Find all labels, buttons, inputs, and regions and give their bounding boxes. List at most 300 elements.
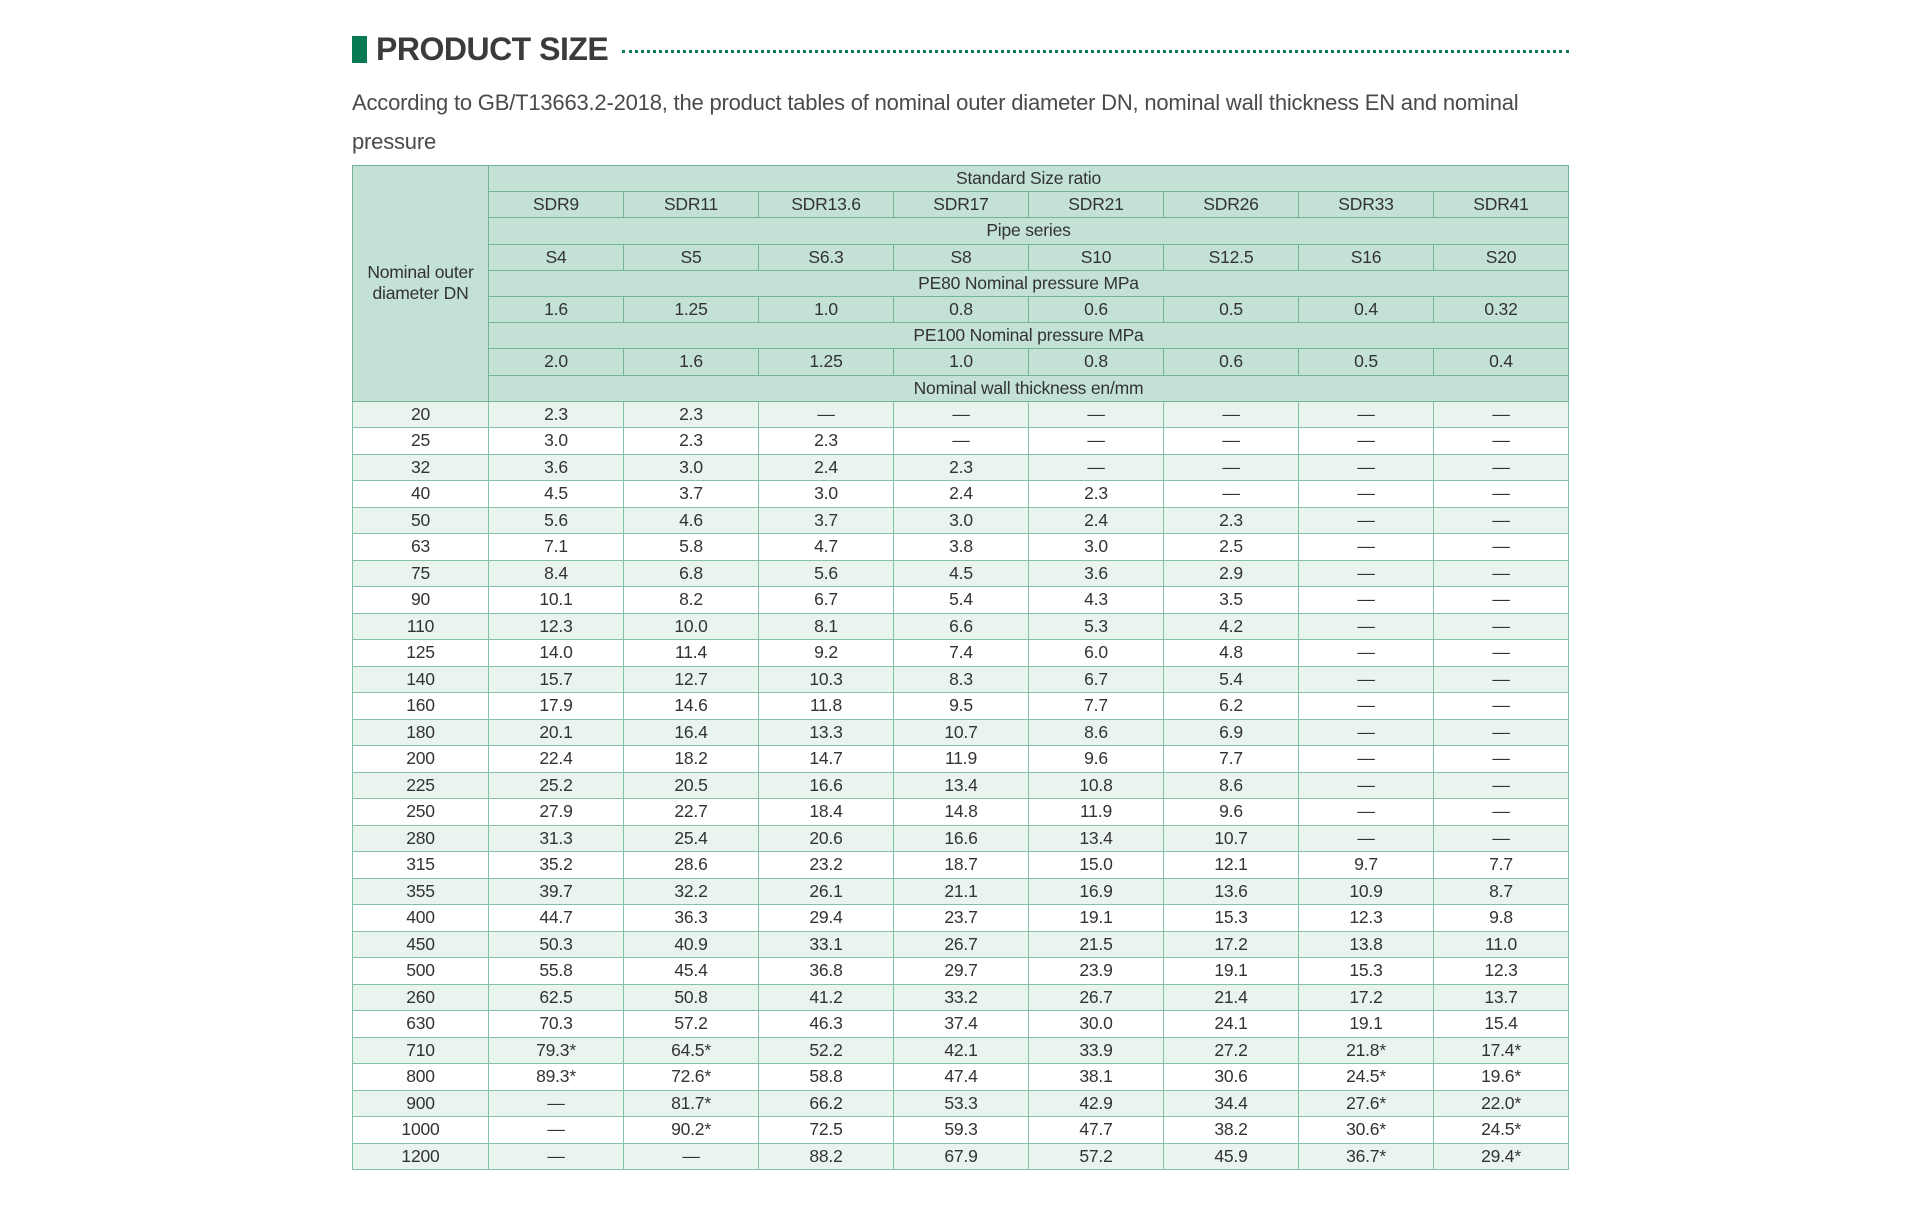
value-cell: 42.9 xyxy=(1029,1090,1164,1117)
value-cell: 2.3 xyxy=(759,428,894,455)
value-cell: 18.7 xyxy=(894,852,1029,879)
dn-cell: 710 xyxy=(353,1037,489,1064)
value-cell: 10.3 xyxy=(759,666,894,693)
table-row xyxy=(353,1011,1569,1038)
value-cell: 12.3 xyxy=(1434,958,1569,985)
value-cell: 4.2 xyxy=(1164,613,1299,640)
value-cell: 30.0 xyxy=(1029,1011,1164,1038)
value-cell: 6.0 xyxy=(1029,640,1164,667)
pe100-value-cell: 0.5 xyxy=(1299,349,1434,375)
page-content xyxy=(352,30,1569,1166)
value-cell: — xyxy=(1434,587,1569,614)
value-cell: 4.6 xyxy=(624,507,759,534)
value-cell: 3.7 xyxy=(759,507,894,534)
value-cell: 36.3 xyxy=(624,905,759,932)
value-cell: 25.2 xyxy=(489,772,624,799)
value-cell: 8.4 xyxy=(489,560,624,587)
pipe-series-cell: S20 xyxy=(1434,244,1569,270)
value-cell: 16.4 xyxy=(624,719,759,746)
value-cell: 6.9 xyxy=(1164,719,1299,746)
sdr-header-cell: SDR26 xyxy=(1164,192,1299,218)
value-cell: 11.9 xyxy=(1029,799,1164,826)
header-row-pipe-series xyxy=(353,244,1569,270)
value-cell: 20.6 xyxy=(759,825,894,852)
value-cell: 24.5* xyxy=(1299,1064,1434,1091)
dn-cell: 32 xyxy=(353,454,489,481)
value-cell: — xyxy=(489,1117,624,1144)
value-cell: 10.1 xyxy=(489,587,624,614)
value-cell: 3.0 xyxy=(894,507,1029,534)
value-cell: 55.8 xyxy=(489,958,624,985)
sdr-header-cell: SDR17 xyxy=(894,192,1029,218)
value-cell: 27.2 xyxy=(1164,1037,1299,1064)
table-row xyxy=(353,746,1569,773)
value-cell: 72.5 xyxy=(759,1117,894,1144)
value-cell: 7.7 xyxy=(1029,693,1164,720)
value-cell: 17.9 xyxy=(489,693,624,720)
pe100-value-cell: 1.25 xyxy=(759,349,894,375)
dn-cell: 125 xyxy=(353,640,489,667)
value-cell: — xyxy=(1299,587,1434,614)
value-cell: — xyxy=(1299,825,1434,852)
dn-cell: 400 xyxy=(353,905,489,932)
value-cell: 13.8 xyxy=(1299,931,1434,958)
value-cell: — xyxy=(1434,428,1569,455)
value-cell: 64.5* xyxy=(624,1037,759,1064)
pe100-value-cell: 0.4 xyxy=(1434,349,1569,375)
value-cell: 2.4 xyxy=(759,454,894,481)
dn-cell: 630 xyxy=(353,1011,489,1038)
value-cell: 2.3 xyxy=(624,428,759,455)
value-cell: 16.9 xyxy=(1029,878,1164,905)
table-header xyxy=(353,166,1569,402)
pipe-series-cell: S16 xyxy=(1299,244,1434,270)
value-cell: 19.1 xyxy=(1299,1011,1434,1038)
row-header-label: Nominal outer diameter DN xyxy=(353,166,489,402)
value-cell: — xyxy=(1434,666,1569,693)
dn-cell: 315 xyxy=(353,852,489,879)
value-cell: 13.7 xyxy=(1434,984,1569,1011)
header-row-standard-size-ratio xyxy=(353,166,1569,192)
value-cell: — xyxy=(1299,481,1434,508)
value-cell: 6.2 xyxy=(1164,693,1299,720)
dn-cell: 260 xyxy=(353,984,489,1011)
value-cell: 3.0 xyxy=(489,428,624,455)
value-cell: 21.8* xyxy=(1299,1037,1434,1064)
value-cell: 13.4 xyxy=(894,772,1029,799)
value-cell: — xyxy=(1434,772,1569,799)
value-cell: 59.3 xyxy=(894,1117,1029,1144)
title-accent-block xyxy=(352,36,367,63)
value-cell: — xyxy=(894,401,1029,428)
product-size-table xyxy=(352,165,1569,1170)
pe100-value-cell: 1.6 xyxy=(624,349,759,375)
value-cell: — xyxy=(1299,401,1434,428)
value-cell: 17.2 xyxy=(1299,984,1434,1011)
value-cell: 2.4 xyxy=(1029,507,1164,534)
value-cell: 29.4* xyxy=(1434,1143,1569,1170)
value-cell: 89.3* xyxy=(489,1064,624,1091)
table-row xyxy=(353,1037,1569,1064)
table-row xyxy=(353,587,1569,614)
value-cell: 29.4 xyxy=(759,905,894,932)
value-cell: 18.4 xyxy=(759,799,894,826)
value-cell: 30.6* xyxy=(1299,1117,1434,1144)
value-cell: 20.5 xyxy=(624,772,759,799)
value-cell: 12.3 xyxy=(489,613,624,640)
value-cell: 81.7* xyxy=(624,1090,759,1117)
value-cell: 2.3 xyxy=(624,401,759,428)
value-cell: 20.1 xyxy=(489,719,624,746)
dn-cell: 900 xyxy=(353,1090,489,1117)
value-cell: 26.7 xyxy=(1029,984,1164,1011)
value-cell: — xyxy=(1299,666,1434,693)
table-row xyxy=(353,534,1569,561)
value-cell: 33.1 xyxy=(759,931,894,958)
value-cell: — xyxy=(1299,746,1434,773)
value-cell: 8.2 xyxy=(624,587,759,614)
value-cell: 26.1 xyxy=(759,878,894,905)
value-cell: 8.3 xyxy=(894,666,1029,693)
value-cell: 27.9 xyxy=(489,799,624,826)
value-cell: — xyxy=(1164,454,1299,481)
value-cell: 21.4 xyxy=(1164,984,1299,1011)
value-cell: — xyxy=(1299,799,1434,826)
value-cell: 7.1 xyxy=(489,534,624,561)
value-cell: 23.7 xyxy=(894,905,1029,932)
value-cell: 3.6 xyxy=(489,454,624,481)
value-cell: 9.6 xyxy=(1029,746,1164,773)
table-row xyxy=(353,1117,1569,1144)
pe80-value-cell: 0.5 xyxy=(1164,296,1299,322)
table-row xyxy=(353,693,1569,720)
value-cell: 42.1 xyxy=(894,1037,1029,1064)
dn-cell: 200 xyxy=(353,746,489,773)
header-row-wall-thickness-band xyxy=(353,375,1569,401)
value-cell: 41.2 xyxy=(759,984,894,1011)
dn-cell: 40 xyxy=(353,481,489,508)
value-cell: 10.7 xyxy=(894,719,1029,746)
table-row xyxy=(353,852,1569,879)
value-cell: — xyxy=(894,428,1029,455)
table-body xyxy=(353,401,1569,1170)
value-cell: 14.7 xyxy=(759,746,894,773)
value-cell: 37.4 xyxy=(894,1011,1029,1038)
dn-cell: 800 xyxy=(353,1064,489,1091)
value-cell: 5.4 xyxy=(1164,666,1299,693)
value-cell: 46.3 xyxy=(759,1011,894,1038)
pipe-series-cell: S5 xyxy=(624,244,759,270)
value-cell: 29.7 xyxy=(894,958,1029,985)
header-row-pipe-series-band xyxy=(353,218,1569,244)
value-cell: 10.7 xyxy=(1164,825,1299,852)
pe80-value-cell: 1.0 xyxy=(759,296,894,322)
dn-cell: 280 xyxy=(353,825,489,852)
value-cell: — xyxy=(1299,534,1434,561)
dotted-leader-line xyxy=(622,39,1569,53)
header-row-sdr xyxy=(353,192,1569,218)
value-cell: 23.9 xyxy=(1029,958,1164,985)
table-row xyxy=(353,428,1569,455)
value-cell: — xyxy=(1299,772,1434,799)
value-cell: 24.5* xyxy=(1434,1117,1569,1144)
table-row xyxy=(353,1143,1569,1170)
value-cell: — xyxy=(759,401,894,428)
value-cell: — xyxy=(1299,428,1434,455)
value-cell: 11.8 xyxy=(759,693,894,720)
value-cell: — xyxy=(1164,401,1299,428)
value-cell: 44.7 xyxy=(489,905,624,932)
value-cell: 11.9 xyxy=(894,746,1029,773)
intro-line-1: According to GB/T13663.2-2018, the product tables of nominal outer diameter DN, nominal wall thickness EN and nominal pressure xyxy=(352,90,1519,154)
value-cell: 14.6 xyxy=(624,693,759,720)
value-cell: — xyxy=(1299,719,1434,746)
value-cell: 3.5 xyxy=(1164,587,1299,614)
value-cell: 2.5 xyxy=(1164,534,1299,561)
dn-cell: 63 xyxy=(353,534,489,561)
value-cell: 26.7 xyxy=(894,931,1029,958)
value-cell: 18.2 xyxy=(624,746,759,773)
table-row xyxy=(353,1064,1569,1091)
value-cell: 4.7 xyxy=(759,534,894,561)
value-cell: — xyxy=(1434,613,1569,640)
table-row xyxy=(353,931,1569,958)
value-cell: 12.3 xyxy=(1299,905,1434,932)
value-cell: — xyxy=(1434,640,1569,667)
sdr-header-cell: SDR33 xyxy=(1299,192,1434,218)
value-cell: 22.4 xyxy=(489,746,624,773)
value-cell: 57.2 xyxy=(624,1011,759,1038)
value-cell: — xyxy=(1299,693,1434,720)
band-standard-size-ratio: Standard Size ratio xyxy=(489,166,1569,192)
dn-cell: 25 xyxy=(353,428,489,455)
value-cell: 90.2* xyxy=(624,1117,759,1144)
value-cell: 2.3 xyxy=(1029,481,1164,508)
value-cell: 12.1 xyxy=(1164,852,1299,879)
header-row-pe80-values xyxy=(353,296,1569,322)
value-cell: 10.0 xyxy=(624,613,759,640)
value-cell: 7.4 xyxy=(894,640,1029,667)
dn-cell: 1200 xyxy=(353,1143,489,1170)
value-cell: 70.3 xyxy=(489,1011,624,1038)
value-cell: 5.3 xyxy=(1029,613,1164,640)
value-cell: — xyxy=(1434,560,1569,587)
pipe-series-cell: S4 xyxy=(489,244,624,270)
value-cell: 8.7 xyxy=(1434,878,1569,905)
value-cell: 9.6 xyxy=(1164,799,1299,826)
pe100-value-cell: 0.6 xyxy=(1164,349,1299,375)
value-cell: 58.8 xyxy=(759,1064,894,1091)
value-cell: 15.3 xyxy=(1164,905,1299,932)
value-cell: 33.9 xyxy=(1029,1037,1164,1064)
value-cell: 16.6 xyxy=(759,772,894,799)
value-cell: — xyxy=(1299,640,1434,667)
table-row xyxy=(353,958,1569,985)
table-row xyxy=(353,905,1569,932)
value-cell: — xyxy=(1299,560,1434,587)
value-cell: 5.6 xyxy=(759,560,894,587)
dn-cell: 140 xyxy=(353,666,489,693)
pe100-value-cell: 2.0 xyxy=(489,349,624,375)
dn-cell: 50 xyxy=(353,507,489,534)
pe80-value-cell: 0.32 xyxy=(1434,296,1569,322)
value-cell: — xyxy=(489,1090,624,1117)
header-row-pe100-values xyxy=(353,349,1569,375)
table-row xyxy=(353,666,1569,693)
band-pipe-series: Pipe series xyxy=(489,218,1569,244)
value-cell: 3.0 xyxy=(624,454,759,481)
value-cell: — xyxy=(1299,454,1434,481)
value-cell: 36.8 xyxy=(759,958,894,985)
value-cell: 40.9 xyxy=(624,931,759,958)
value-cell: 39.7 xyxy=(489,878,624,905)
value-cell: 21.5 xyxy=(1029,931,1164,958)
page-title: PRODUCT SIZE xyxy=(376,30,609,67)
value-cell: 5.6 xyxy=(489,507,624,534)
dn-cell: 90 xyxy=(353,587,489,614)
dn-cell: 180 xyxy=(353,719,489,746)
sdr-header-cell: SDR21 xyxy=(1029,192,1164,218)
pe100-value-cell: 0.8 xyxy=(1029,349,1164,375)
value-cell: 17.4* xyxy=(1434,1037,1569,1064)
value-cell: 21.1 xyxy=(894,878,1029,905)
value-cell: 19.1 xyxy=(1029,905,1164,932)
pe80-value-cell: 0.8 xyxy=(894,296,1029,322)
value-cell: 2.9 xyxy=(1164,560,1299,587)
value-cell: 10.9 xyxy=(1299,878,1434,905)
table-row xyxy=(353,772,1569,799)
value-cell: 19.1 xyxy=(1164,958,1299,985)
value-cell: 4.5 xyxy=(894,560,1029,587)
value-cell: 13.4 xyxy=(1029,825,1164,852)
sdr-header-cell: SDR13.6 xyxy=(759,192,894,218)
header-row-pe80-band xyxy=(353,270,1569,296)
table-row xyxy=(353,640,1569,667)
value-cell: 52.2 xyxy=(759,1037,894,1064)
value-cell: 24.1 xyxy=(1164,1011,1299,1038)
pipe-series-cell: S12.5 xyxy=(1164,244,1299,270)
pe100-value-cell: 1.0 xyxy=(894,349,1029,375)
value-cell: 3.8 xyxy=(894,534,1029,561)
value-cell: — xyxy=(1029,428,1164,455)
table-row xyxy=(353,401,1569,428)
table-row xyxy=(353,799,1569,826)
value-cell: 50.8 xyxy=(624,984,759,1011)
dn-cell: 355 xyxy=(353,878,489,905)
value-cell: 47.7 xyxy=(1029,1117,1164,1144)
value-cell: 7.7 xyxy=(1434,852,1569,879)
value-cell: 15.7 xyxy=(489,666,624,693)
value-cell: 25.4 xyxy=(624,825,759,852)
value-cell: 13.3 xyxy=(759,719,894,746)
table-row xyxy=(353,560,1569,587)
pe80-value-cell: 0.4 xyxy=(1299,296,1434,322)
value-cell: — xyxy=(624,1143,759,1170)
value-cell: — xyxy=(1434,534,1569,561)
table-row xyxy=(353,1090,1569,1117)
pe80-value-cell: 1.25 xyxy=(624,296,759,322)
value-cell: — xyxy=(1434,746,1569,773)
value-cell: 4.8 xyxy=(1164,640,1299,667)
value-cell: 31.3 xyxy=(489,825,624,852)
value-cell: 38.2 xyxy=(1164,1117,1299,1144)
dn-cell: 225 xyxy=(353,772,489,799)
value-cell: 3.0 xyxy=(759,481,894,508)
value-cell: 8.6 xyxy=(1164,772,1299,799)
value-cell: 17.2 xyxy=(1164,931,1299,958)
table-row xyxy=(353,507,1569,534)
header-row-pe100-band xyxy=(353,323,1569,349)
value-cell: 9.2 xyxy=(759,640,894,667)
value-cell: 62.5 xyxy=(489,984,624,1011)
value-cell: 3.7 xyxy=(624,481,759,508)
sdr-header-cell: SDR11 xyxy=(624,192,759,218)
value-cell: 14.0 xyxy=(489,640,624,667)
value-cell: — xyxy=(1434,825,1569,852)
value-cell: 3.0 xyxy=(1029,534,1164,561)
value-cell: 72.6* xyxy=(624,1064,759,1091)
value-cell: 79.3* xyxy=(489,1037,624,1064)
pipe-series-cell: S6.3 xyxy=(759,244,894,270)
section-title-row xyxy=(352,30,1569,67)
value-cell: 88.2 xyxy=(759,1143,894,1170)
value-cell: 6.6 xyxy=(894,613,1029,640)
value-cell: 2.3 xyxy=(489,401,624,428)
value-cell: — xyxy=(1434,693,1569,720)
value-cell: 10.8 xyxy=(1029,772,1164,799)
value-cell: 15.0 xyxy=(1029,852,1164,879)
band-wall-thickness: Nominal wall thickness en/mm xyxy=(489,375,1569,401)
value-cell: 57.2 xyxy=(1029,1143,1164,1170)
value-cell: 16.6 xyxy=(894,825,1029,852)
value-cell: 19.6* xyxy=(1434,1064,1569,1091)
value-cell: 9.7 xyxy=(1299,852,1434,879)
value-cell: — xyxy=(1434,799,1569,826)
value-cell: 15.4 xyxy=(1434,1011,1569,1038)
value-cell: 11.0 xyxy=(1434,931,1569,958)
value-cell: 9.8 xyxy=(1434,905,1569,932)
value-cell: 28.6 xyxy=(624,852,759,879)
value-cell: 36.7* xyxy=(1299,1143,1434,1170)
value-cell: — xyxy=(1299,507,1434,534)
value-cell: 6.8 xyxy=(624,560,759,587)
dn-cell: 450 xyxy=(353,931,489,958)
value-cell: 5.4 xyxy=(894,587,1029,614)
band-pe100: PE100 Nominal pressure MPa xyxy=(489,323,1569,349)
value-cell: 53.3 xyxy=(894,1090,1029,1117)
value-cell: 35.2 xyxy=(489,852,624,879)
value-cell: 30.6 xyxy=(1164,1064,1299,1091)
pipe-series-cell: S8 xyxy=(894,244,1029,270)
value-cell: 27.6* xyxy=(1299,1090,1434,1117)
value-cell: 50.3 xyxy=(489,931,624,958)
value-cell: — xyxy=(1434,481,1569,508)
value-cell: — xyxy=(1029,454,1164,481)
table-row xyxy=(353,878,1569,905)
value-cell: 45.4 xyxy=(624,958,759,985)
value-cell: 34.4 xyxy=(1164,1090,1299,1117)
value-cell: 3.6 xyxy=(1029,560,1164,587)
value-cell: 66.2 xyxy=(759,1090,894,1117)
table-row xyxy=(353,825,1569,852)
value-cell: 8.6 xyxy=(1029,719,1164,746)
value-cell: — xyxy=(1434,401,1569,428)
value-cell: 33.2 xyxy=(894,984,1029,1011)
table-row xyxy=(353,719,1569,746)
value-cell: 22.7 xyxy=(624,799,759,826)
table-row xyxy=(353,454,1569,481)
value-cell: 11.4 xyxy=(624,640,759,667)
